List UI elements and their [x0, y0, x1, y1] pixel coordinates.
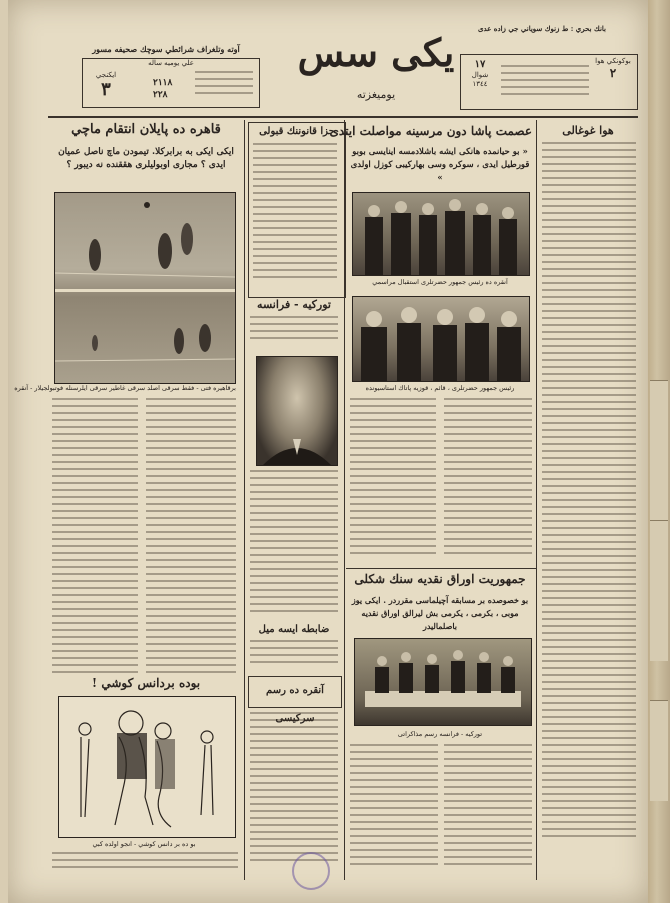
newspaper-page	[8, 0, 648, 903]
section-rule	[346, 568, 536, 569]
cartoon-caption: بو ده بر دانس كوشي - انجو اولده كبي	[92, 840, 196, 848]
column-divider	[244, 120, 245, 880]
col3-subheadline: « بو حيانمده هانكى ايشه باشلادمسه اينايسى بوبو قورطيل ايدى ، سوكره وسى بهاركيبى كوزل اولدى »	[350, 147, 530, 183]
logo-title: يكى سس	[297, 30, 455, 75]
football-photo-caption: برقاهيره فتى - فقط سرقى اصلد سرقى غاطير سرقى ايلرسنله فوتبولجيلار - آنقره	[14, 384, 236, 392]
cartoon-headline: بوده بردانس كوشي !	[91, 676, 201, 690]
ink-stamp-icon	[292, 852, 330, 890]
officials-photo-1	[352, 192, 530, 276]
ankara-headline: آنقره ده رسم سركيسى	[266, 685, 324, 724]
portrait-photo	[256, 356, 338, 466]
masthead-rule	[48, 116, 638, 118]
left-box-number-3: ٢٢٨	[153, 90, 168, 100]
right-box-label: بوكونكي هوا	[595, 57, 631, 65]
left-box-label: علي يوميه ساله	[148, 59, 194, 67]
law-box-headline: جزا قانوننك قبولى	[259, 126, 335, 137]
col4-headline: هوا غوغالى	[562, 124, 614, 137]
left-box-number-2: ٢١١٨	[153, 78, 173, 88]
left-banner: آوته وتلغراف شرائطي سوچك صحيفه مسور	[92, 44, 240, 54]
left-box-number: ٣	[101, 79, 111, 100]
officials-photo-1-caption: آنقره ده رئيس جمهور حضرتلرى استقبال مراسمي	[372, 278, 508, 286]
col2-low-headline: ضابطه ايسه ميل	[258, 624, 330, 635]
right-box-month: شوال	[471, 71, 489, 79]
meeting-photo-caption: تورکيه - فرانسه رسم مذاكراتى	[397, 730, 483, 738]
col1-text-b	[146, 398, 236, 688]
football-photo	[54, 192, 236, 384]
dance-cartoon	[58, 696, 236, 838]
col4-text	[542, 142, 636, 876]
col2-headline: تورکيه - فرانسه	[257, 298, 331, 311]
next-page-edge	[648, 0, 670, 903]
col3-headline: عصمت پاشا دون مرسينه مواصلت ايتدى	[329, 124, 532, 138]
right-box-year: ١٣٤٤	[472, 80, 488, 88]
ankara-box	[248, 676, 342, 724]
logo-subtitle: يوميغزته	[356, 88, 396, 101]
right-info-box	[460, 54, 638, 110]
meeting-photo	[354, 638, 532, 726]
right-banner: بانك بحري : ط زنوك سوياني جي زاده عدى	[478, 24, 606, 33]
newspaper-logo	[276, 30, 476, 120]
col1-headline: قاهره ده پايلان انتقام ماچي	[71, 122, 221, 137]
col1-text-a	[52, 398, 138, 688]
law-box	[248, 122, 346, 298]
right-box-number-2: ٢	[609, 66, 617, 80]
currency-subheadline: بو خصوصده بر مسابقه آچيلماسى مقرردر . ايكى يوز موبى ، بكرمى ، يكرمى بش ليرالق اوراق نقديه باصلماليدر	[351, 595, 529, 631]
left-box-side-label: ايكنجي	[95, 71, 117, 79]
officials-photo-2-caption: رئيس جمهور حضرتلرى ، قائم ، قوزيه پاتاك استاسيونده	[365, 384, 515, 392]
masthead	[48, 20, 638, 118]
column-divider	[536, 120, 537, 880]
currency-headline: جمهوريت اوراق نقديه سنك شكلى	[354, 572, 526, 586]
col1-subheadline: ايكى ايكى به برابركلا. تيمودن ماچ ناصل عميان ايدى ؟ مجارى اوبوليلرى هققنده نه ديبور ؟	[58, 147, 234, 170]
left-info-box	[82, 58, 260, 108]
right-box-number: ١٧	[474, 59, 486, 70]
officials-photo-2	[352, 296, 530, 382]
